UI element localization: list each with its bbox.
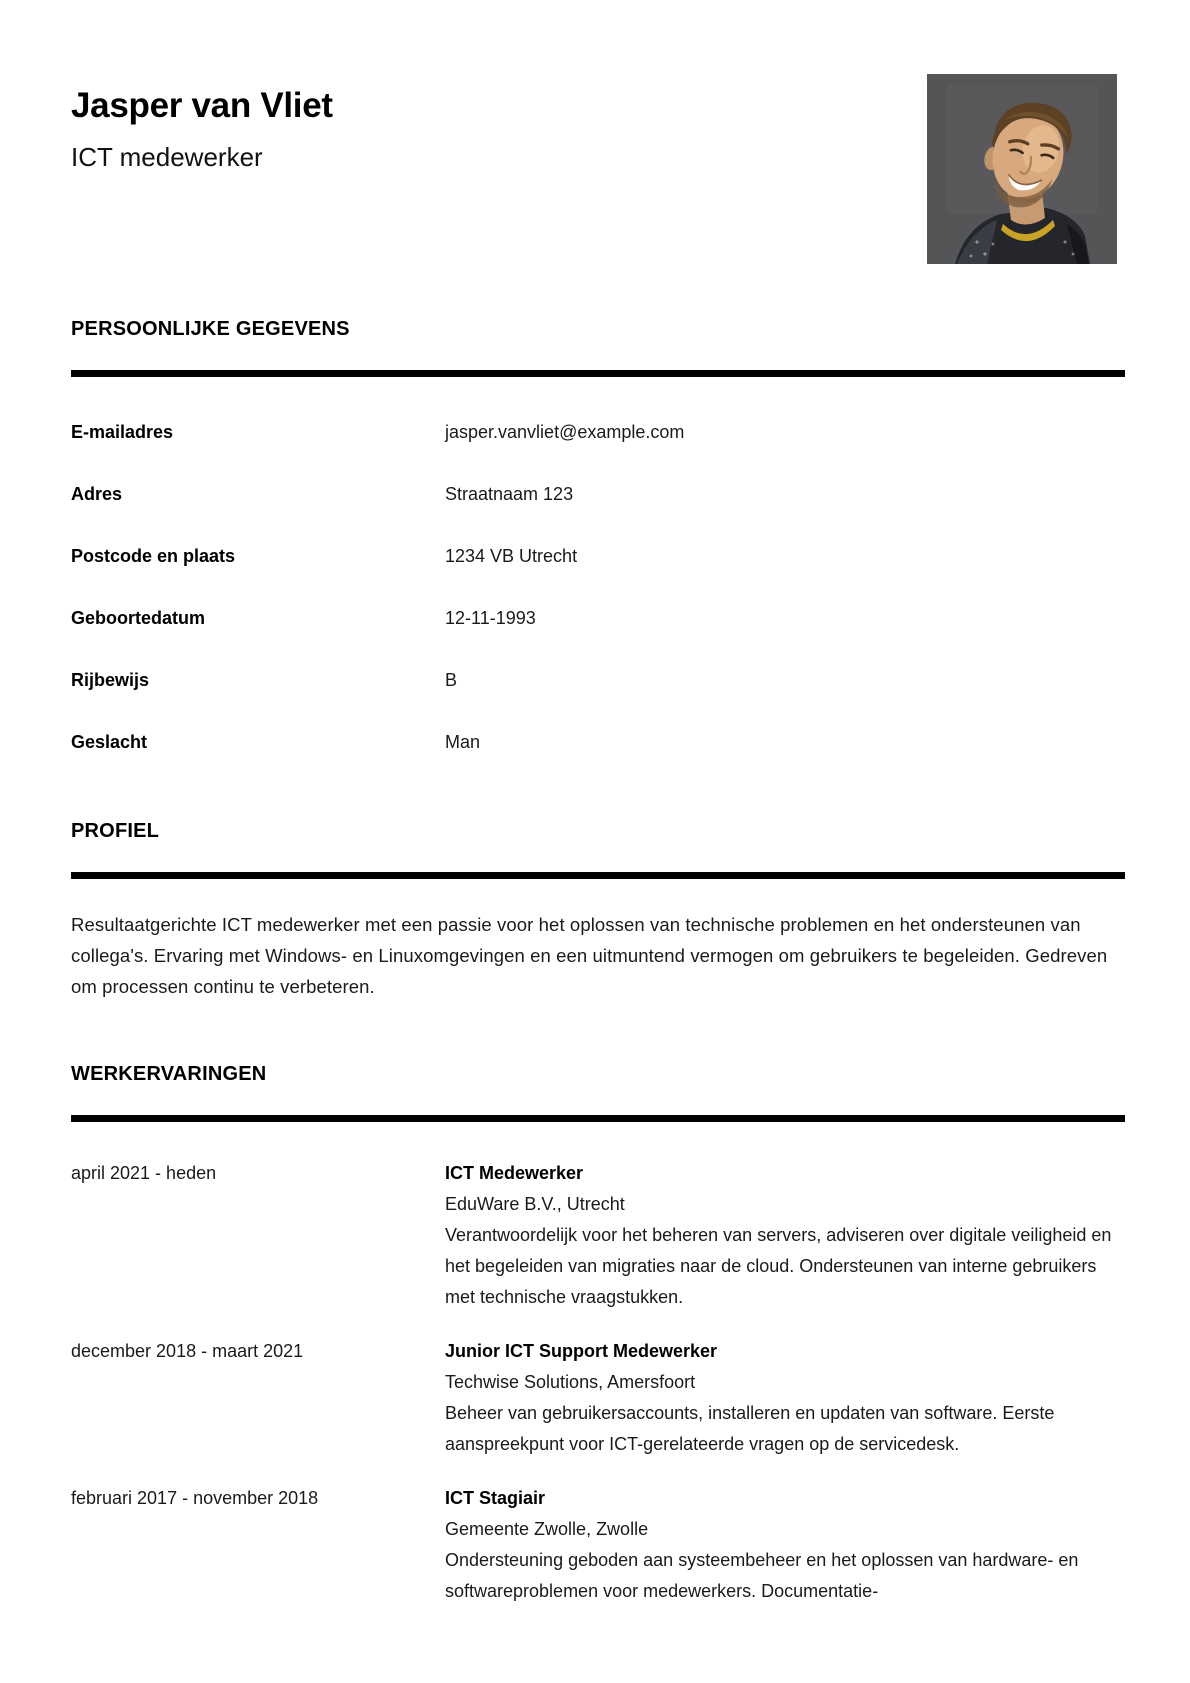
profile-text: Resultaatgerichte ICT medewerker met een passie voor het oplossen van technische problemen en het ondersteunen van collega's. Ervaring met Windows- en Linuxomgevingen en een uitmuntend vermogen om gebruikers te begeleiden. Gedreven om processen continu te verbeteren. [71, 914, 1108, 998]
profile-photo [927, 74, 1117, 264]
detail-row-license [71, 669, 1125, 692]
detail-row-postcode [71, 545, 1125, 568]
detail-value: B [445, 670, 458, 691]
work-entry-description: Beheer van gebruikersaccounts, installeren en updaten van software. Eerste aanspreekpunt voor ICT-gerelateerde vragen op de servicedesk. [445, 1403, 1055, 1455]
work-experience-title: WERKERVARINGEN [71, 1063, 267, 1086]
work-entry-organization: EduWare B.V., Utrecht [445, 1194, 625, 1215]
section-divider [71, 1115, 1125, 1122]
detail-row-address [71, 483, 1125, 506]
work-experience-list [71, 1158, 1125, 1607]
detail-value: 12-11-1993 [445, 608, 536, 629]
personal-details-title: PERSOONLIJKE GEGEVENS [71, 318, 350, 341]
detail-value: 1234 VB Utrecht [445, 546, 578, 567]
work-entry-role: ICT Stagiair [445, 1488, 546, 1509]
detail-label: Adres [71, 484, 123, 505]
work-entry [71, 1336, 1125, 1460]
detail-row-email [71, 421, 1125, 444]
work-entry-organization: Gemeente Zwolle, Zwolle [445, 1519, 649, 1540]
work-entry-role: Junior ICT Support Medewerker [445, 1341, 718, 1362]
work-entry-details [445, 1336, 1125, 1460]
section-work-experience [71, 1062, 1125, 1607]
work-entry [71, 1483, 1125, 1607]
detail-label: Geboortedatum [71, 608, 206, 629]
section-divider [71, 872, 1125, 879]
section-divider [71, 370, 1125, 377]
detail-value: Man [445, 732, 481, 753]
work-entry [71, 1158, 1125, 1313]
work-entry-organization: Techwise Solutions, Amersfoort [445, 1372, 696, 1393]
work-entry-period: februari 2017 - november 2018 [71, 1488, 319, 1509]
section-personal-details [71, 317, 1125, 754]
work-entry-description: Verantwoordelijk voor het beheren van servers, adviseren over digitale veiligheid en het begeleiden van migraties naar de cloud. Ondersteunen van interne gebruikers met technische vraagstukken. [445, 1225, 1112, 1308]
work-entry-role: ICT Medewerker [445, 1163, 584, 1184]
detail-value: jasper.vanvliet@example.com [445, 422, 685, 443]
person-name: Jasper van Vliet [71, 86, 333, 125]
header [71, 86, 1125, 173]
section-profile [71, 819, 1125, 1002]
profile-photo-illustration [927, 74, 1117, 264]
detail-label: E-mailadres [71, 422, 174, 443]
profile-title: PROFIEL [71, 820, 160, 843]
detail-row-birthdate [71, 607, 1125, 630]
work-entry-description: Ondersteuning geboden aan systeembeheer en het oplossen van hardware- en softwareproblemen voor medewerkers. Documentatie- [445, 1550, 1079, 1602]
work-entry-details [445, 1483, 1125, 1607]
work-entry-period: december 2018 - maart 2021 [71, 1341, 304, 1362]
detail-label: Geslacht [71, 732, 148, 753]
detail-label: Postcode en plaats [71, 546, 236, 567]
detail-value: Straatnaam 123 [445, 484, 574, 505]
person-job-title: ICT medewerker [71, 142, 263, 173]
personal-details-list [71, 421, 1125, 754]
detail-row-gender [71, 731, 1125, 754]
work-entry-details [445, 1158, 1125, 1313]
work-entry-period: april 2021 - heden [71, 1163, 217, 1184]
detail-label: Rijbewijs [71, 670, 150, 691]
